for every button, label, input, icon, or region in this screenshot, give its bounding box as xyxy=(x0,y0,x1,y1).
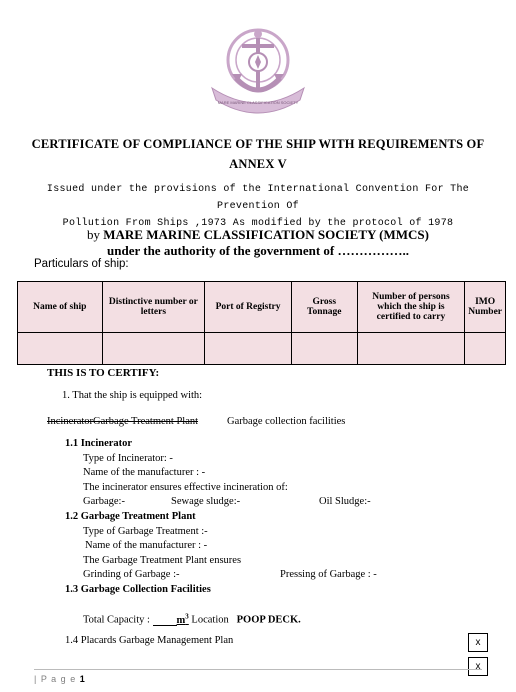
certificate-title-annex: ANNEX V xyxy=(229,157,287,171)
location-label: Location xyxy=(191,614,229,626)
cell-imo-number[interactable] xyxy=(465,333,506,365)
svg-text:MARE MARINE CLASSIFICATION SOC: MARE MARINE CLASSIFICATION SOCIETY xyxy=(217,100,299,105)
authority-line: under the authority of the government of …………….. xyxy=(107,243,409,258)
incinerator-manufacturer: Name of the manufacturer : - xyxy=(83,467,206,478)
issued-under-text xyxy=(20,181,496,232)
by-prefix: by xyxy=(87,227,100,242)
treatment-manufacturer: Name of the manufacturer : - xyxy=(85,540,208,551)
incinerator-type: Type of Incinerator: - xyxy=(83,453,173,464)
col-gross-tonnage: Gross Tonnage xyxy=(291,282,357,333)
cell-port-of-registry[interactable] xyxy=(205,333,292,365)
issued-line-2: Pollution From Ships ,1973 As modified by the protocol of 1978 xyxy=(62,218,454,229)
page-number: 1 xyxy=(79,674,86,684)
management-plan-checkbox[interactable]: x xyxy=(468,657,488,676)
capacity-unit: m xyxy=(176,614,186,626)
item-1-equipped: 1. That the ship is equipped with: xyxy=(62,390,203,401)
ship-particulars-table xyxy=(17,281,506,365)
section-1-2-heading: 1.2 Garbage Treatment Plant xyxy=(65,511,196,522)
incinerator-garbage: Garbage:- xyxy=(83,496,125,507)
incinerator-sewage-sludge: Sewage sludge:- xyxy=(171,496,241,507)
section-1-4-heading: 1.4 Placards Garbage Management Plan xyxy=(65,635,234,646)
page-label: | P a g e xyxy=(34,674,80,684)
table-header-row xyxy=(18,282,506,333)
cell-name-of-ship[interactable] xyxy=(18,333,103,365)
grinding-of-garbage: Grinding of Garbage :- xyxy=(83,569,180,580)
society-name: MARE MARINE CLASSIFICATION SOCIETY (MMCS) xyxy=(103,227,429,242)
placards-checkbox[interactable]: x xyxy=(468,633,488,652)
this-is-to-certify: THIS IS TO CERTIFY: xyxy=(47,367,160,379)
capacity-unit-sup: 3 xyxy=(185,612,189,620)
section-1-3-heading: 1.3 Garbage Collection Facilities xyxy=(65,584,211,595)
pressing-of-garbage: Pressing of Garbage : - xyxy=(280,569,377,580)
col-name-of-ship: Name of ship xyxy=(18,282,103,333)
treatment-type: Type of Garbage Treatment :- xyxy=(83,526,208,537)
col-imo-number: IMO Number xyxy=(465,282,506,333)
cell-distinctive-number[interactable] xyxy=(102,333,205,365)
total-capacity-label: Total Capacity : xyxy=(83,614,150,626)
col-distinctive-number: Distinctive number or letters xyxy=(102,282,205,333)
selected-option: Garbage collection facilities xyxy=(227,416,346,427)
treatment-ensures: The Garbage Treatment Plant ensures xyxy=(83,555,242,566)
incinerator-ensures: The incinerator ensures effective incineration of: xyxy=(83,482,288,493)
particulars-label: Particulars of ship: xyxy=(34,258,129,270)
total-capacity-line xyxy=(83,612,301,626)
section-1-1-heading: 1.1 Incinerator xyxy=(65,438,133,449)
struck-option: IncineratorGarbage Treatment Plant xyxy=(47,416,199,427)
col-port-of-registry: Port of Registry xyxy=(205,282,292,333)
issuing-society xyxy=(0,227,516,243)
incinerator-oil-sludge: Oil Sludge:- xyxy=(319,496,371,507)
society-logo xyxy=(206,22,310,114)
cell-gross-tonnage[interactable] xyxy=(291,333,357,365)
location-value: POOP DECK. xyxy=(236,614,301,626)
footer-divider xyxy=(34,669,482,670)
col-number-of-persons: Number of persons which the ship is certified to carry xyxy=(357,282,465,333)
issued-line-1: Issued under the provisions of the International Convention For The Prevention Of xyxy=(46,184,470,212)
cell-number-of-persons[interactable] xyxy=(357,333,465,365)
page-footer xyxy=(34,674,86,684)
table-row xyxy=(18,333,506,365)
capacity-blank[interactable] xyxy=(153,624,177,626)
certificate-title: CERTIFICATE OF COMPLIANCE OF THE SHIP WITH REQUIREMENTS OF xyxy=(31,137,485,151)
